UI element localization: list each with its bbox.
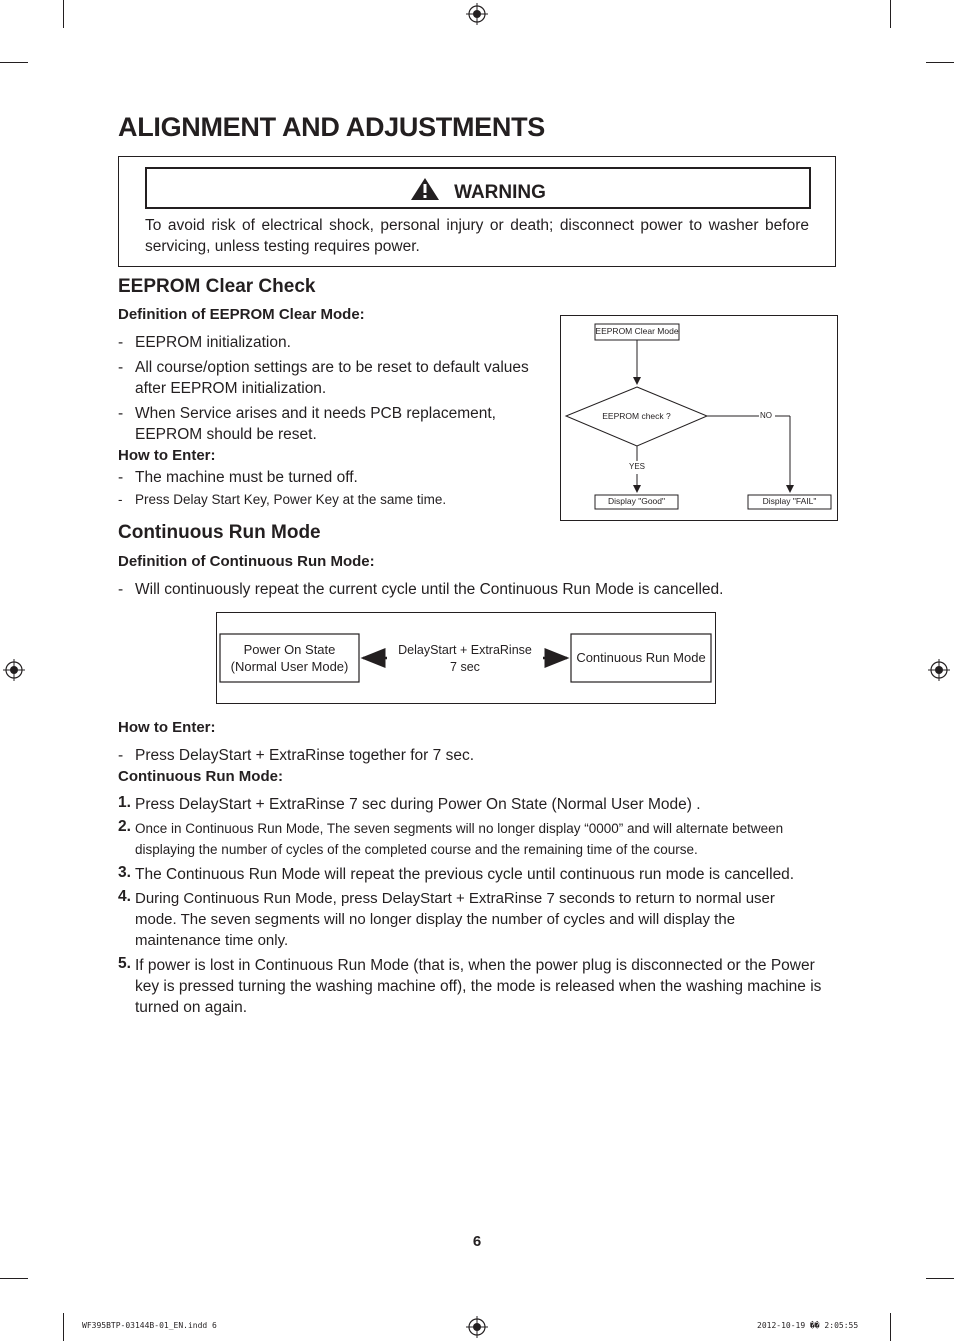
crop-mark (0, 1278, 28, 1279)
continuous-mode-heading: Continuous Run Mode: (118, 768, 283, 785)
diagram-left-line2: (Normal User Mode) (230, 659, 349, 674)
continuous-how-heading: How to Enter: (118, 719, 216, 736)
list-bullet: - (118, 359, 124, 376)
list-item: EEPROM initialization. (135, 334, 291, 351)
warning-text: To avoid risk of electrical shock, personal injury or death; disconnect power to washer before servicing, unless testing requires power. (145, 217, 809, 255)
eeprom-flowchart (560, 315, 838, 521)
warning-header (145, 167, 811, 209)
diagram-left-line1: Power On State (243, 642, 336, 657)
list-bullet: - (118, 334, 124, 351)
step-number: 4. (118, 888, 131, 905)
list-item: The machine must be turned off. (135, 469, 358, 486)
footer-date: 2012-10-19 �� 2:05:55 (757, 1321, 859, 1330)
diagram-middle-line1: DelayStart + ExtraRinse (398, 643, 532, 657)
registration-mark-icon (928, 659, 950, 681)
list-bullet: - (118, 405, 124, 422)
flow-decision-label: EEPROM check ? (602, 411, 671, 421)
list-bullet: - (118, 469, 124, 486)
crop-mark (890, 1313, 891, 1341)
step-text: Press DelayStart + ExtraRinse 7 sec during Power On State (Normal User Mode) . (135, 796, 701, 813)
page-number: 6 (472, 1233, 482, 1250)
eeprom-heading: EEPROM Clear Check (118, 276, 316, 297)
flow-good-label: Display "Good" (607, 496, 666, 506)
registration-mark-icon (466, 1316, 488, 1338)
diagram-middle-line2: 7 sec (450, 660, 480, 674)
warning-triangle-icon (410, 177, 440, 201)
flow-start-label: EEPROM Clear Mode (595, 326, 679, 336)
step-number: 3. (118, 864, 131, 881)
list-item: Will continuously repeat the current cycle until the Continuous Run Mode is cancelled. (135, 581, 724, 598)
list-bullet: - (118, 747, 124, 764)
step-number: 2. (118, 818, 131, 835)
continuous-heading: Continuous Run Mode (118, 522, 321, 543)
registration-mark-icon (466, 3, 488, 25)
crop-mark (0, 62, 28, 63)
step-text: The Continuous Run Mode will repeat the previous cycle until continuous run mode is cancelled. (135, 866, 795, 883)
flow-no-label: NO (760, 411, 772, 420)
crop-mark (63, 0, 64, 28)
footer-file: WF395BTP-03144B-01_EN.indd 6 (82, 1321, 217, 1330)
registration-mark-icon (3, 659, 25, 681)
list-bullet: - (118, 492, 123, 507)
flow-fail-label: Display "FAIL" (762, 496, 817, 506)
list-item: When Service arises and it needs PCB replacement, EEPROM should be reset. (135, 405, 496, 443)
crop-mark (926, 1278, 954, 1279)
step-text: If power is lost in Continuous Run Mode (that is, when the power plug is disconnected or the Power key is pressed turning the washing machine off), the mode is released when the washing machine is turned on again. (135, 957, 822, 1016)
page-title: ALIGNMENT AND ADJUSTMENTS (118, 112, 545, 142)
crop-mark (890, 0, 891, 28)
step-text: During Continuous Run Mode, press DelayStart + ExtraRinse 7 seconds to return to normal user mode. The seven segments will no longer display the number of cycles and will display the maintenance time only. (135, 890, 775, 949)
list-item: Press DelayStart + ExtraRinse together for 7 sec. (135, 747, 474, 764)
crop-mark (926, 62, 954, 63)
crop-mark (63, 1313, 64, 1341)
continuous-run-diagram (216, 612, 716, 704)
step-number: 1. (118, 794, 131, 811)
eeprom-definition-heading: Definition of EEPROM Clear Mode: (118, 306, 365, 323)
continuous-definition-heading: Definition of Continuous Run Mode: (118, 553, 375, 570)
eeprom-how-heading: How to Enter: (118, 447, 216, 464)
flow-yes-label: YES (628, 462, 645, 471)
warning-heading: WARNING (454, 182, 546, 203)
step-text: Once in Continuous Run Mode, The seven segments will no longer display “0000” and will alternate between displaying the number of cycles of the completed course and the remaining time of the course. (135, 821, 784, 857)
list-item: Press Delay Start Key, Power Key at the same time. (135, 492, 447, 507)
list-bullet: - (118, 581, 124, 598)
list-item: All course/option settings are to be reset to default values after EEPROM initialization. (135, 359, 529, 397)
diagram-right-label: Continuous Run Mode (576, 650, 706, 665)
step-number: 5. (118, 955, 131, 972)
